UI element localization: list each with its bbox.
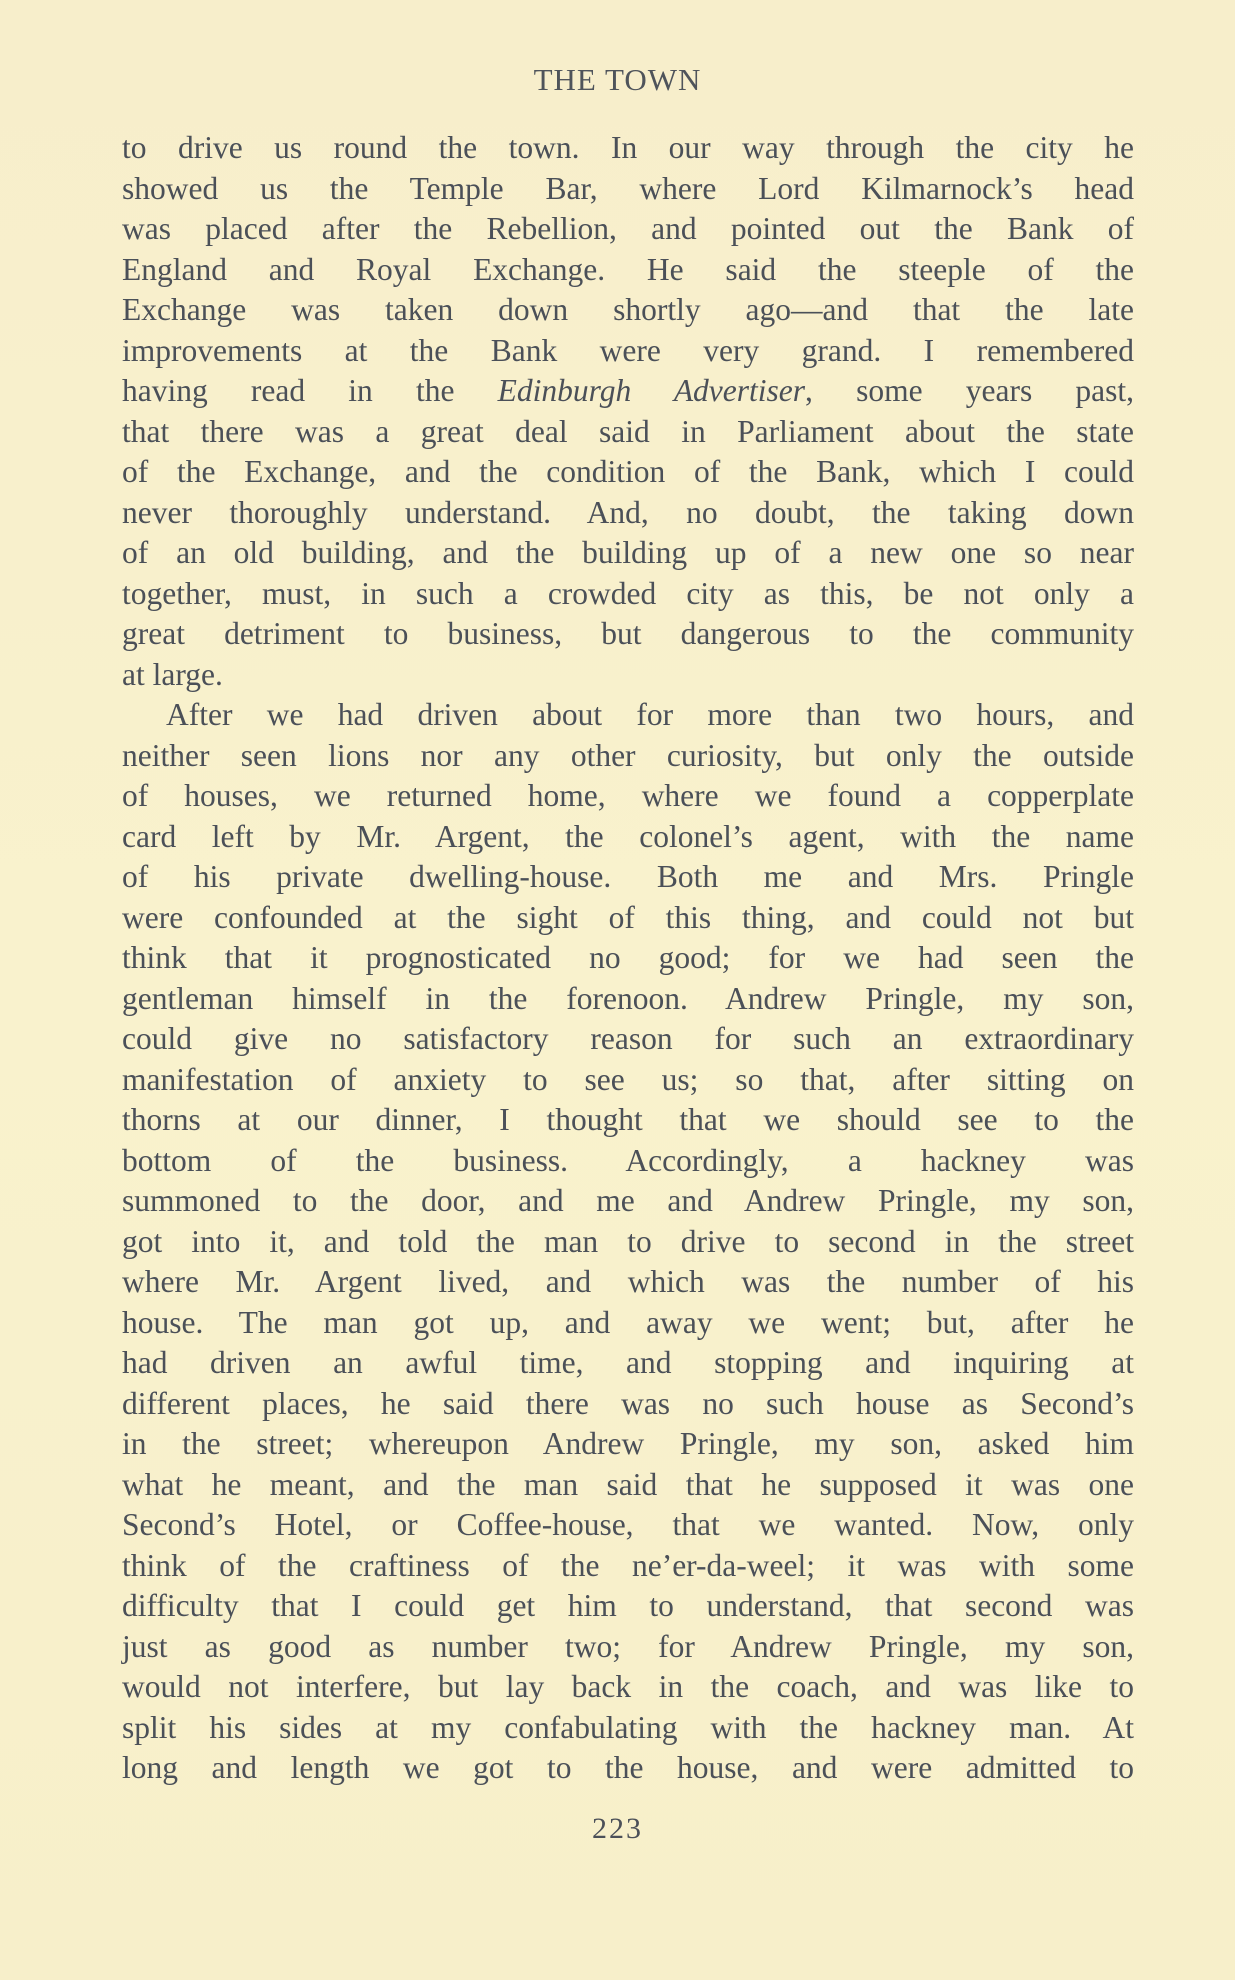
text-line: difficulty that I could get him to understand, that second was [122,1588,1134,1623]
body-text [122,128,1134,1789]
text-line: England and Royal Exchange. He said the steeple of the [122,251,1134,287]
text-line: split his sides at my confabulating with the hackney man. At [122,1709,1134,1745]
text-fragment: having read in the [122,373,498,408]
text-line: improvements at the Bank were very grand. I remembered [122,332,1134,368]
text-line: gentleman himself in the forenoon. Andrew Pringle, my son, [122,980,1134,1016]
paragraph-2 [122,695,1134,1789]
text-line: great detriment to business, but dangerous to the community [122,616,1134,651]
text-line: manifestation of anxiety to see us; so that, after sitting on [122,1061,1134,1097]
text-line: summoned to the door, and me and Andrew Pringle, my son, [122,1183,1134,1218]
text-line: at large. [122,656,223,692]
newspaper-title: Edinburgh Advertiser [497,373,806,408]
text-line: could give no satisfactory reason for such an extraordinary [122,1021,1134,1056]
text-line: think of the craftiness of the ne’er-da-weel; it was with some [122,1547,1134,1583]
text-line: never thoroughly understand. And, no doubt, the taking down [122,494,1134,530]
text-line: Second’s Hotel, or Coffee-house, that we wanted. Now, only [122,1507,1134,1542]
text-line: bottom of the business. Accordingly, a hackney was [122,1142,1134,1178]
text-line: house. The man got up, and away we went; but, after he [122,1304,1134,1340]
text-line: what he meant, and the man said that he supposed it was one [122,1466,1134,1502]
text-line: different places, he said there was no such house as Second’s [122,1385,1134,1421]
text-line: were confounded at the sight of this thing, and could not but [122,899,1134,935]
text-line: in the street; whereupon Andrew Pringle, my son, asked him [122,1426,1134,1461]
text-line [122,371,1134,412]
text-line: that there was a great deal said in Parliament about the state [122,413,1134,449]
text-line: together, must, in such a crowded city as this, be not only a [122,575,1134,611]
text-line: long and length we got to the house, and were admitted to [122,1750,1134,1785]
text-line: After we had driven about for more than two hours, and [166,697,1134,732]
text-line: was placed after the Rebellion, and pointed out the Bank of [122,211,1134,246]
text-line: showed us the Temple Bar, where Lord Kilmarnock’s head [122,170,1134,206]
text-line: got into it, and told the man to drive to second in the street [122,1223,1134,1259]
text-line: would not interfere, but lay back in the coach, and was like to [122,1669,1134,1704]
text-line: of houses, we returned home, where we found a copperplate [122,778,1134,813]
page-number: 223 [592,1812,643,1845]
text-line: neither seen lions nor any other curiosity, but only the outside [122,737,1134,773]
text-line: where Mr. Argent lived, and which was the number of his [122,1264,1134,1299]
running-head: THE TOWN [533,62,702,97]
paragraph-1 [122,128,1134,695]
text-line: of an old building, and the building up of a new one so near [122,535,1134,570]
text-line: think that it prognosticated no good; for we had seen the [122,940,1134,975]
text-line: Exchange was taken down shortly ago—and that the late [122,292,1134,327]
text-line: of the Exchange, and the condition of the Bank, which I could [122,454,1134,489]
text-fragment: , some years past, [805,373,1134,408]
text-line: card left by Mr. Argent, the colonel’s agent, with the name [122,818,1134,854]
text-line: just as good as number two; for Andrew Pringle, my son, [122,1628,1134,1664]
text-line: had driven an awful time, and stopping and inquiring at [122,1345,1134,1380]
text-line: thorns at our dinner, I thought that we should see to the [122,1102,1134,1137]
text-line: to drive us round the town. In our way through the city he [122,130,1134,165]
text-line: of his private dwelling-house. Both me and Mrs. Pringle [122,859,1134,894]
